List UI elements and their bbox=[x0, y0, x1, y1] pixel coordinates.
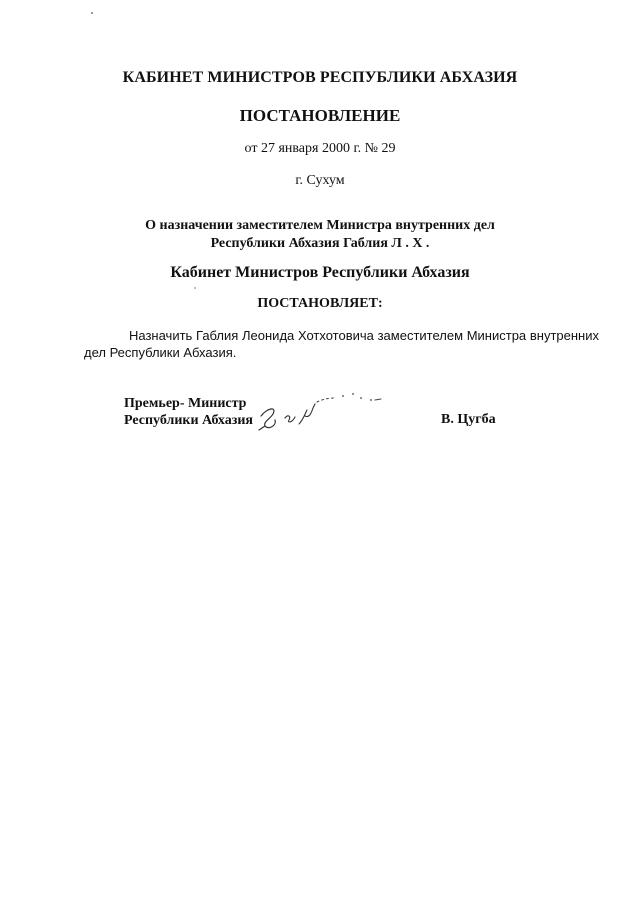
signatory-role-line-2: Республики Абхазия bbox=[124, 413, 254, 428]
decree-heading: ПОСТАНОВЛЯЕТ: bbox=[257, 296, 383, 311]
handwritten-signature bbox=[255, 386, 395, 436]
subject-line-2: Республики Абхазия Габлия Л . Х . bbox=[210, 236, 430, 251]
signatory-name: В. Цугба bbox=[441, 412, 496, 427]
document-title: КАБИНЕТ МИНИСТРОВ РЕСПУБЛИКИ АБХАЗИЯ bbox=[122, 69, 518, 86]
subject-line-1: О назначении заместителем Министра внутренних дел bbox=[145, 218, 495, 233]
document-type-heading: ПОСТАНОВЛЕНИЕ bbox=[239, 106, 401, 125]
document-date-number: от 27 января 2000 г. № 29 bbox=[244, 141, 396, 156]
scan-speck bbox=[91, 12, 93, 14]
signatory-role-line-1: Премьер- Министр bbox=[124, 396, 247, 411]
issuer-heading: Кабинет Министров Республики Абхазия bbox=[170, 264, 470, 281]
scan-speck bbox=[194, 287, 196, 289]
signatory-role bbox=[124, 395, 253, 429]
document-subject bbox=[0, 217, 640, 253]
document-city: г. Сухум bbox=[295, 173, 345, 188]
decree-body-text: Назначить Габлия Леонида Хотхотовича заместителем Министра внутренних дел Республики Абхазия. bbox=[84, 328, 599, 360]
